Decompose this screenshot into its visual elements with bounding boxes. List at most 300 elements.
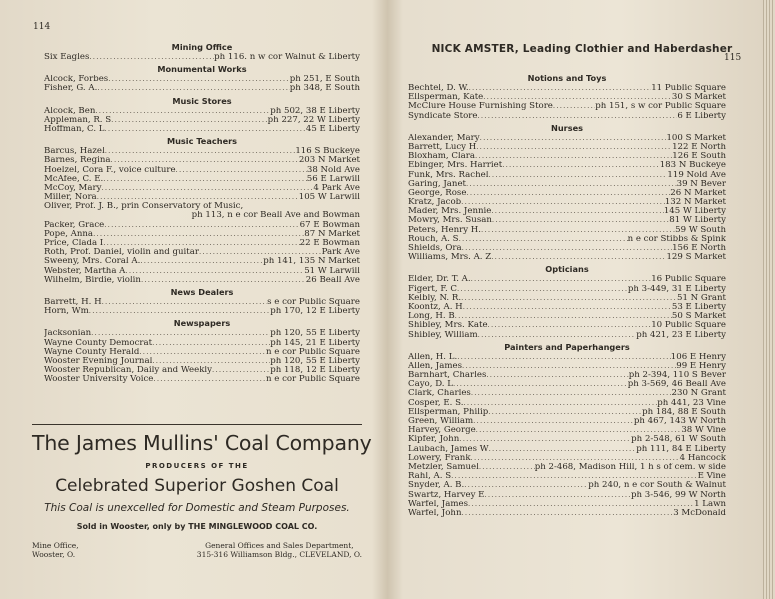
entry-address: ph 2-394, 110 S Bever bbox=[628, 371, 726, 381]
dot-leader bbox=[111, 116, 268, 125]
dot-leader bbox=[459, 235, 628, 244]
directory-entry bbox=[408, 180, 726, 189]
ad-headline: The James Mullins' Coal Company bbox=[32, 431, 372, 455]
dot-leader bbox=[105, 147, 296, 156]
dot-leader bbox=[486, 371, 628, 380]
directory-entry bbox=[408, 321, 726, 330]
directory-entry bbox=[408, 143, 726, 152]
entry-address: ph 240, n e cor South & Walnut bbox=[588, 481, 726, 491]
ad-footer bbox=[32, 541, 362, 559]
dot-leader bbox=[463, 399, 657, 408]
entry-name: Packer, Grace bbox=[44, 220, 105, 230]
entry-name: Shields, Ora bbox=[408, 244, 462, 253]
entry-name: Kipfer, John bbox=[408, 435, 460, 445]
entry-name: Metzler, Samuel bbox=[408, 462, 479, 472]
entry-name: Peters, Henry H. bbox=[408, 225, 482, 235]
dot-leader bbox=[483, 93, 672, 102]
left-page bbox=[0, 0, 380, 599]
entry-address: 38 Nold Ave bbox=[306, 165, 360, 175]
dot-leader bbox=[140, 257, 263, 266]
dot-leader bbox=[451, 472, 697, 481]
entry-name: Elder, Dr. T. A. bbox=[408, 275, 471, 285]
entry-address: 105 W Larwill bbox=[298, 193, 360, 203]
entry-name: Rouch, A. S bbox=[408, 234, 459, 244]
entry-address: ph 2-468, Madison Hill, 1 h s of cem. w side bbox=[534, 462, 726, 472]
mine-office-label: Mine Office, bbox=[32, 541, 79, 550]
entry-address: 81 W Liberty bbox=[669, 216, 726, 226]
dot-leader bbox=[473, 417, 634, 426]
directory-entry bbox=[408, 362, 726, 371]
entry-address: ph 184, 88 E South bbox=[642, 407, 726, 417]
dot-leader bbox=[104, 221, 299, 230]
entry-address: 183 N Buckeye bbox=[659, 161, 726, 171]
directory-entry bbox=[44, 53, 360, 62]
entry-address: 59 W South bbox=[675, 225, 726, 235]
dot-leader bbox=[97, 193, 299, 202]
entry-name: Clark, Charles bbox=[408, 389, 471, 399]
directory-entry bbox=[44, 147, 360, 156]
left-listing bbox=[44, 40, 360, 384]
entry-name: McCoy, Mary bbox=[44, 183, 102, 193]
entry-address: 30 S Market bbox=[671, 93, 726, 103]
entry-name: Wilhelm, Birdie, violin bbox=[44, 275, 141, 285]
entry-address: ph 251, E South bbox=[289, 75, 360, 85]
entry-address: ph 116. n w cor Walnut & Liberty bbox=[214, 53, 360, 62]
directory-entry bbox=[44, 239, 360, 248]
directory-entry bbox=[408, 134, 726, 143]
entry-name: Sweeny, Mrs. Coral A. bbox=[44, 257, 141, 267]
directory-entry bbox=[408, 399, 726, 408]
entry-name: George, Rose bbox=[408, 188, 467, 198]
dot-leader bbox=[491, 207, 663, 216]
entry-name: Hoffman, C. L bbox=[44, 124, 105, 134]
entry-address: 99 E Henry bbox=[676, 361, 726, 371]
directory-entry bbox=[408, 171, 726, 180]
entry-name: Barnhart, Charles bbox=[408, 371, 487, 381]
dot-leader bbox=[469, 84, 652, 93]
running-header: NICK AMSTER, Leading Clothier and Haberdasher bbox=[431, 43, 733, 55]
entry-address: ph 3-569, 46 Beall Ave bbox=[627, 380, 726, 390]
directory-entry bbox=[408, 353, 726, 362]
entry-address: 3 McDonald bbox=[673, 508, 726, 518]
entry-address: 38 W Vine bbox=[681, 426, 726, 436]
directory-entry bbox=[44, 107, 360, 116]
entry-address: n e cor Stibbs & Spink bbox=[627, 234, 726, 244]
directory-entry bbox=[408, 207, 726, 216]
entry-name: Funk, Mrs. Rachel bbox=[408, 170, 489, 180]
entry-address: 22 E Bowman bbox=[299, 239, 360, 248]
dot-leader bbox=[461, 509, 673, 518]
entry-address: ph 120, 55 E Liberty bbox=[270, 356, 360, 366]
entry-address: n e cor Public Square bbox=[265, 375, 360, 385]
page-edges bbox=[763, 0, 775, 599]
entry-name: Price, Clada I bbox=[44, 239, 104, 248]
directory-entry bbox=[408, 472, 726, 481]
dot-leader bbox=[141, 276, 306, 285]
entry-address: 51 W Larwill bbox=[304, 266, 360, 276]
dot-leader bbox=[103, 175, 307, 184]
coal-company-advertisement bbox=[32, 424, 372, 589]
entry-address: 87 N Market bbox=[304, 229, 360, 239]
entry-name: Ellsperman, Philip bbox=[408, 407, 489, 417]
entry-name: Alcock, Forbes bbox=[44, 75, 109, 85]
directory-entry bbox=[44, 329, 360, 338]
dot-leader bbox=[481, 226, 675, 235]
directory-entry bbox=[408, 84, 726, 93]
entry-address: 67 E Bowman bbox=[299, 220, 360, 230]
directory-entry bbox=[44, 156, 360, 165]
directory-entry bbox=[44, 307, 360, 316]
directory-entry bbox=[44, 276, 360, 285]
entry-address: 156 E North bbox=[672, 244, 726, 253]
entry-name: Barcus, Hazel bbox=[44, 147, 105, 157]
ad-general-offices bbox=[197, 541, 362, 559]
entry-address: ph 348, E South bbox=[289, 84, 360, 94]
directory-entry bbox=[408, 112, 726, 121]
dot-leader bbox=[152, 339, 270, 348]
dot-leader bbox=[462, 362, 676, 371]
entry-name: Allen, H. L. bbox=[408, 352, 458, 362]
entry-address: ph 170, 12 E Liberty bbox=[270, 307, 360, 317]
entry-name: Garing, Janet bbox=[408, 179, 466, 189]
directory-entry bbox=[408, 244, 726, 253]
directory-entry bbox=[44, 375, 360, 384]
directory-entry bbox=[44, 357, 360, 366]
entry-name: McAfee, C. E. bbox=[44, 174, 104, 184]
dot-leader bbox=[97, 84, 289, 93]
directory-entry bbox=[44, 257, 360, 266]
entry-name: Bechtel, D. W. bbox=[408, 84, 469, 93]
entry-name: Barrett, Lucy H bbox=[408, 142, 477, 152]
entry-address: ph 151, s w cor Public Square bbox=[595, 102, 726, 112]
entry-name: Mader, Mrs. Jennie bbox=[408, 207, 492, 217]
entry-address: 1 Lawn bbox=[694, 499, 726, 509]
dot-leader bbox=[152, 357, 270, 366]
entry-address: 39 N Bever bbox=[676, 179, 726, 189]
dot-leader bbox=[479, 463, 535, 472]
entry-name: Alexander, Mary bbox=[408, 133, 480, 143]
directory-entry bbox=[408, 102, 726, 111]
entry-name: Koontz, A. H bbox=[408, 302, 463, 312]
entry-name: Long, H. B bbox=[408, 312, 455, 322]
dot-leader bbox=[471, 454, 680, 463]
dot-leader bbox=[457, 353, 671, 362]
entry-name: Barnes, Regina bbox=[44, 156, 111, 166]
entry-name: Wooster Evening Journal bbox=[44, 356, 153, 366]
directory-entry bbox=[408, 463, 726, 472]
entry-name: Figert, F. C bbox=[408, 284, 457, 294]
section-heading-monumental-works: Monumental Works bbox=[157, 64, 247, 75]
entry-name: Fisher, G. A. bbox=[44, 84, 98, 94]
directory-entry bbox=[408, 435, 726, 444]
dot-leader bbox=[502, 161, 660, 170]
dot-leader bbox=[457, 285, 628, 294]
entry-address: 26 N Market bbox=[670, 188, 726, 198]
dot-leader bbox=[453, 380, 628, 389]
section-heading-notions-and-toys: Notions and Toys bbox=[527, 73, 607, 83]
entry-address: ph 141, 135 N Market bbox=[263, 257, 360, 267]
dot-leader bbox=[104, 125, 305, 134]
entry-name: Wooster Republican, Daily and Weekly bbox=[44, 366, 213, 376]
section-heading-painters-and-paperhangers: Painters and Paperhangers bbox=[504, 341, 630, 352]
entry-address: ph 441, 23 Vine bbox=[657, 398, 726, 408]
dot-leader bbox=[468, 500, 694, 509]
entry-name: Jacksonian bbox=[44, 329, 92, 339]
dot-leader bbox=[475, 152, 672, 161]
entry-name: Lowery, Frank bbox=[408, 453, 471, 463]
entry-name: Oliver, Prof. J. B., prin Conservatory of Music, bbox=[44, 202, 244, 212]
entry-address: ph 502, 38 E Liberty bbox=[270, 106, 360, 116]
directory-entry bbox=[408, 389, 726, 398]
directory-entry bbox=[408, 417, 726, 426]
dot-leader bbox=[476, 426, 682, 435]
general-offices-address: 315-316 Williamson Bldg., CLEVELAND, O. bbox=[196, 550, 362, 559]
entry-address: 230 N Grant bbox=[671, 389, 726, 399]
entry-name: Kelbly, N. R. bbox=[408, 293, 462, 303]
entry-name: McClure House Furnishing Store bbox=[408, 102, 553, 112]
directory-entry bbox=[408, 93, 726, 102]
entry-name: Ebinger, Mrs. Harriet bbox=[408, 161, 503, 171]
entry-name: Ellsperman, Kate bbox=[408, 93, 484, 103]
directory-entry bbox=[44, 230, 360, 239]
entry-address: 53 E Liberty bbox=[671, 302, 726, 312]
entry-address: 145 W Liberty bbox=[663, 207, 726, 217]
directory-entry bbox=[44, 366, 360, 375]
dot-leader bbox=[212, 366, 270, 375]
entry-address: ph 145, 21 E Liberty bbox=[270, 338, 360, 348]
entry-name: Appleman, R. S bbox=[44, 115, 112, 125]
dot-leader bbox=[463, 303, 672, 312]
entry-address: 6 E Liberty bbox=[677, 111, 726, 121]
dot-leader bbox=[466, 180, 677, 189]
dot-leader bbox=[139, 348, 266, 357]
entry-name: Green, William bbox=[408, 417, 474, 426]
entry-address: 11 Public Square bbox=[651, 84, 726, 93]
entry-name: Rahl, A. S bbox=[408, 472, 452, 482]
entry-address: 26 Beall Ave bbox=[305, 275, 360, 285]
section-heading-music-teachers: Music Teachers bbox=[166, 136, 238, 147]
entry-address: s e cor Public Square bbox=[267, 297, 360, 307]
entry-name: Warfel, James bbox=[408, 499, 469, 509]
directory-entry bbox=[44, 75, 360, 84]
dot-leader bbox=[102, 298, 268, 307]
entry-name: Alcock, Ben bbox=[44, 106, 96, 116]
entry-address: 122 E North bbox=[672, 142, 726, 152]
directory-entry bbox=[44, 221, 360, 230]
directory-entry bbox=[44, 84, 360, 93]
ad-coal-name: Celebrated Superior Goshen Coal bbox=[55, 476, 339, 496]
entry-address: 50 S Market bbox=[671, 312, 726, 322]
general-offices-label: General Offices and Sales Department, bbox=[205, 541, 354, 550]
dot-leader bbox=[491, 253, 666, 262]
entry-address: ph 3-449, 31 E Liberty bbox=[627, 284, 726, 294]
dot-leader bbox=[477, 112, 677, 121]
entry-address: Park Ave bbox=[321, 248, 360, 258]
entry-address: ph 227, 22 W Liberty bbox=[267, 115, 360, 125]
dot-leader bbox=[488, 171, 667, 180]
entry-address: 132 N Market bbox=[664, 198, 726, 208]
directory-entry bbox=[408, 509, 726, 518]
dot-leader bbox=[461, 294, 677, 303]
directory-entry bbox=[408, 445, 726, 454]
dot-leader bbox=[462, 244, 672, 253]
entry-name: Barrett, H. H bbox=[44, 297, 102, 307]
entry-name: Swartz, Harvey E bbox=[408, 490, 485, 500]
entry-name: Webster, Martha A bbox=[44, 266, 126, 276]
directory-entry bbox=[408, 380, 726, 389]
entry-address: ph 421, 23 E Liberty bbox=[636, 330, 726, 340]
section-heading-nurses: Nurses bbox=[550, 122, 584, 133]
entry-address: 51 N Grant bbox=[676, 293, 726, 303]
dot-leader bbox=[471, 389, 672, 398]
page-number-left: 114 bbox=[33, 22, 51, 32]
entry-name: Roth, Prof. Daniel, violin and guitar bbox=[44, 248, 199, 258]
dot-leader bbox=[488, 321, 652, 330]
directory-entry bbox=[408, 500, 726, 509]
entry-address: 4 Hancock bbox=[679, 453, 726, 463]
directory-entry bbox=[408, 294, 726, 303]
dot-leader bbox=[480, 134, 667, 143]
dot-leader bbox=[89, 53, 214, 62]
directory-entry bbox=[44, 116, 360, 125]
entry-name: Hoelzel, Cora F., voice culture bbox=[44, 165, 176, 175]
entry-address: 203 N Market bbox=[298, 156, 360, 166]
dot-leader bbox=[101, 184, 313, 193]
dot-leader bbox=[108, 75, 290, 84]
dot-leader bbox=[459, 435, 631, 444]
directory-entry bbox=[408, 303, 726, 312]
entry-address: 16 Public Square bbox=[651, 275, 726, 285]
ad-producers-line: PRODUCERS OF THE bbox=[145, 462, 249, 470]
entry-name: Cayo, D. L bbox=[408, 380, 453, 390]
directory-entry bbox=[408, 198, 726, 207]
dot-leader bbox=[153, 375, 266, 384]
directory-entry bbox=[44, 193, 360, 202]
entry-name: Cosper, E. S. bbox=[408, 398, 464, 408]
dot-leader bbox=[471, 275, 652, 284]
ad-tagline: This Coal is unexcelled for Domestic and Steam Purposes. bbox=[44, 502, 350, 514]
directory-entry bbox=[408, 371, 726, 380]
directory-entry bbox=[408, 152, 726, 161]
ad-top-rule bbox=[32, 424, 362, 425]
entry-name: Snyder, A. B. bbox=[408, 481, 465, 491]
entry-address: 56 E Larwill bbox=[306, 174, 360, 184]
entry-name: Mowry, Mrs. Susan bbox=[408, 216, 492, 226]
section-heading-music-stores: Music Stores bbox=[172, 95, 232, 106]
section-heading-opticians: Opticians bbox=[545, 264, 589, 275]
dot-leader bbox=[89, 307, 270, 316]
dot-leader bbox=[95, 107, 270, 116]
dot-leader bbox=[488, 408, 642, 417]
directory-entry bbox=[408, 426, 726, 435]
entry-name: Shibley, Mrs. Kate bbox=[408, 321, 488, 331]
directory-entry bbox=[44, 248, 360, 257]
directory-entry bbox=[44, 267, 360, 276]
entry-address: ph 113, n e cor Beall Ave and Bowman bbox=[191, 211, 360, 221]
entry-address: 116 S Buckeye bbox=[295, 147, 360, 157]
ad-mine-office bbox=[32, 541, 79, 559]
directory-entry bbox=[44, 166, 360, 175]
entry-address: 4 Park Ave bbox=[313, 183, 360, 193]
entry-address: 45 E Liberty bbox=[305, 124, 360, 134]
dot-leader bbox=[476, 143, 672, 152]
ad-sold-by: Sold in Wooster, only by THE MINGLEWOOD COAL CO. bbox=[76, 522, 318, 531]
section-heading-news-dealers: News Dealers bbox=[170, 286, 234, 297]
directory-entry bbox=[408, 189, 726, 198]
entry-name: Wooster University Voice bbox=[44, 375, 154, 385]
entry-name: Bloxham, Clara bbox=[408, 152, 476, 162]
directory-entry bbox=[44, 298, 360, 307]
dot-leader bbox=[553, 102, 595, 111]
entry-name: Harvey, George bbox=[408, 426, 476, 436]
entry-name: Syndicate Store bbox=[408, 111, 478, 121]
entry-name: Horn, Wm bbox=[44, 307, 89, 317]
dot-leader bbox=[111, 156, 299, 165]
entry-name: Wayne County Herald bbox=[44, 347, 140, 357]
section-heading-mining-office: Mining Office bbox=[171, 42, 233, 52]
right-page bbox=[392, 0, 762, 599]
dot-leader bbox=[464, 481, 588, 490]
dot-leader bbox=[489, 445, 637, 454]
section-heading-newspapers: Newspapers bbox=[173, 318, 231, 329]
dot-leader bbox=[492, 216, 669, 225]
directory-entry bbox=[44, 175, 360, 184]
dot-leader bbox=[176, 166, 307, 175]
entry-address: ph 120, 55 E Liberty bbox=[270, 329, 360, 339]
dot-leader bbox=[125, 267, 304, 276]
dot-leader bbox=[455, 312, 672, 321]
entry-address: 100 S Market bbox=[666, 133, 726, 143]
directory-entry bbox=[44, 184, 360, 193]
entry-address: ph 2-548, 61 W South bbox=[631, 435, 726, 445]
dot-leader bbox=[91, 329, 270, 338]
directory-entry bbox=[44, 339, 360, 348]
entry-address: ph 118, 12 E Liberty bbox=[270, 366, 360, 376]
directory-entry bbox=[44, 125, 360, 134]
entry-address: 126 E South bbox=[672, 152, 726, 162]
directory-entry bbox=[408, 285, 726, 294]
directory-entry bbox=[408, 235, 726, 244]
entry-address: ph 111, 84 E Liberty bbox=[636, 444, 726, 454]
entry-address: 119 Nold Ave bbox=[667, 170, 726, 180]
dot-leader bbox=[93, 230, 304, 239]
directory-entry bbox=[44, 348, 360, 357]
entry-address: 10 Public Square bbox=[651, 321, 726, 331]
dot-leader bbox=[484, 491, 631, 500]
entry-name: Wayne County Democrat bbox=[44, 338, 153, 348]
entry-name: Shibley, William bbox=[408, 330, 478, 340]
directory-entry bbox=[408, 408, 726, 417]
entry-name: Williams, Mrs. A. Z bbox=[408, 253, 492, 263]
directory-entry bbox=[408, 481, 726, 490]
directory-entry bbox=[408, 216, 726, 225]
dot-leader bbox=[103, 239, 299, 248]
entry-name: Allen, James bbox=[408, 361, 463, 371]
entry-name: Laubach, James W bbox=[408, 444, 489, 454]
directory-entry bbox=[408, 312, 726, 321]
dot-leader bbox=[466, 189, 670, 198]
dot-leader bbox=[461, 198, 665, 207]
entry-address: 106 E Henry bbox=[670, 352, 726, 362]
entry-name: Kratz, Jacob bbox=[408, 198, 462, 208]
directory-entry bbox=[408, 161, 726, 170]
entry-address: n e cor Public Square bbox=[265, 347, 360, 357]
directory-entry bbox=[408, 454, 726, 463]
entry-name: Warfel, John bbox=[408, 508, 462, 518]
entry-name: Pope, Anna bbox=[44, 229, 94, 239]
directory-entry bbox=[408, 275, 726, 284]
entry-name: Miller, Nora bbox=[44, 193, 97, 203]
